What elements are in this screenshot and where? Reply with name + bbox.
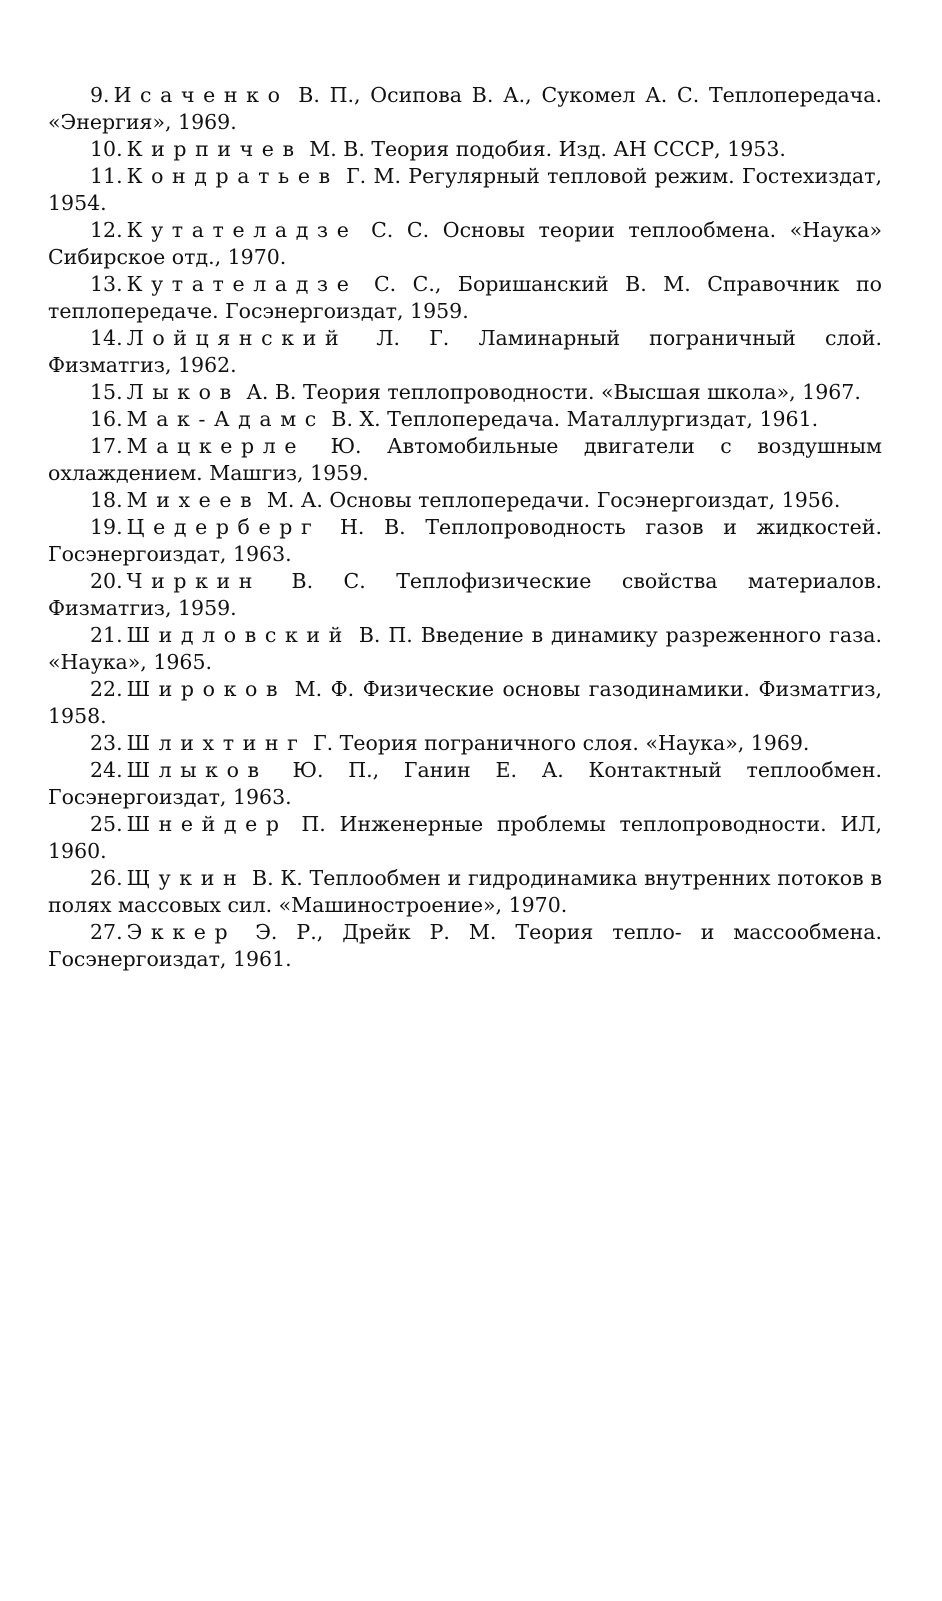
reference-author: Лойцянский <box>126 326 348 350</box>
reference-text: В. П. Введение в динамику разреженного газа. «Наука», 1965. <box>48 623 882 674</box>
reference-text: П. Инженерные проблемы теплопроводности. ИЛ, 1960. <box>48 812 882 863</box>
reference-author: Широков <box>126 677 287 701</box>
reference-number: 19. <box>90 515 123 539</box>
reference-author: Исаченко <box>113 83 289 107</box>
reference-text: В. П., Осипова В. А., Сукомел А. С. Теплопередача. «Энергия», 1969. <box>48 83 882 134</box>
reference-entry <box>48 406 882 433</box>
reference-number: 13. <box>90 272 123 296</box>
reference-entry <box>48 568 882 622</box>
reference-entry <box>48 487 882 514</box>
reference-author: Кутателадзе <box>126 218 358 242</box>
reference-author: Кирпичев <box>126 137 303 161</box>
reference-text: С. С., Боришанский В. М. Справочник по теплопередаче. Госэнергоиздат, 1959. <box>48 272 882 323</box>
reference-entry <box>48 514 882 568</box>
reference-number: 25. <box>90 812 123 836</box>
reference-entry <box>48 730 882 757</box>
reference-text: В. С. Теплофизические свойства материалов. Физматгиз, 1959. <box>48 569 882 620</box>
reference-text: С. С. Основы теории теплообмена. «Наука» Сибирское отд., 1970. <box>48 218 882 269</box>
reference-entry <box>48 271 882 325</box>
reference-text: Г. Теория пограничного слоя. «Наука», 1969. <box>313 731 810 755</box>
reference-text: Э. Р., Дрейк Р. М. Теория тепло- и массообмена. Госэнергоиздат, 1961. <box>48 920 882 971</box>
reference-entry <box>48 757 882 811</box>
reference-text: Ю. П., Ганин Е. А. Контактный теплообмен. Госэнергоиздат, 1963. <box>48 758 882 809</box>
reference-entry <box>48 811 882 865</box>
reference-number: 27. <box>90 920 123 944</box>
reference-text: Ю. Автомобильные двигатели с воздушным охлаждением. Машгиз, 1959. <box>48 434 882 485</box>
reference-text: М. Ф. Физические основы газодинамики. Физматгиз, 1958. <box>48 677 882 728</box>
reference-author: Шлихтинг <box>126 731 307 755</box>
reference-number: 16. <box>90 407 123 431</box>
reference-list <box>48 82 882 973</box>
reference-number: 12. <box>90 218 123 242</box>
reference-entry <box>48 136 882 163</box>
reference-number: 14. <box>90 326 123 350</box>
reference-entry <box>48 919 882 973</box>
reference-number: 9. <box>90 83 110 107</box>
reference-author: Шлыков <box>126 758 268 782</box>
reference-number: 17. <box>90 434 123 458</box>
reference-author: Михеев <box>126 488 261 512</box>
reference-text: Л. Г. Ламинарный пограничный слой. Физматгиз, 1962. <box>48 326 882 377</box>
reference-number: 18. <box>90 488 123 512</box>
reference-text: М. А. Основы теплопередачи. Госэнергоиздат, 1956. <box>266 488 841 512</box>
reference-entry <box>48 163 882 217</box>
reference-entry <box>48 379 882 406</box>
reference-entry <box>48 676 882 730</box>
reference-number: 21. <box>90 623 123 647</box>
reference-text: М. В. Теория подобия. Изд. АН СССР, 1953. <box>309 137 786 161</box>
reference-text: А. В. Теория теплопроводности. «Высшая школа», 1967. <box>246 380 861 404</box>
reference-number: 23. <box>90 731 123 755</box>
reference-author: Шидловский <box>126 623 351 647</box>
reference-author: Шнейдер <box>126 812 288 836</box>
reference-text: Г. М. Регулярный тепловой режим. Гостехиздат, 1954. <box>48 164 882 215</box>
reference-author: Кутателадзе <box>126 272 358 296</box>
reference-author: Мак-Адамс <box>126 407 325 431</box>
reference-number: 10. <box>90 137 123 161</box>
reference-author: Щукин <box>126 866 246 890</box>
reference-author: Цедерберг <box>126 515 321 539</box>
reference-entry <box>48 433 882 487</box>
reference-entry <box>48 82 882 136</box>
reference-text: В. К. Теплообмен и гидродинамика внутренних потоков в полях массовых сил. «Машиностроение», 1970. <box>48 866 882 917</box>
reference-number: 20. <box>90 569 123 593</box>
reference-author: Мацкерле <box>126 434 306 458</box>
reference-number: 15. <box>90 380 123 404</box>
reference-number: 26. <box>90 866 123 890</box>
reference-entry <box>48 325 882 379</box>
reference-entry <box>48 622 882 676</box>
reference-author: Кондратьев <box>126 164 339 188</box>
reference-author: Лыков <box>126 380 240 404</box>
reference-entry <box>48 217 882 271</box>
reference-number: 24. <box>90 758 123 782</box>
reference-author: Чиркин <box>126 569 262 593</box>
reference-author: Эккер <box>126 920 237 944</box>
reference-entry <box>48 865 882 919</box>
reference-text: В. Х. Теплопередача. Маталлургиздат, 1961. <box>331 407 819 431</box>
reference-number: 11. <box>90 164 123 188</box>
reference-number: 22. <box>90 677 123 701</box>
reference-text: Н. В. Теплопроводность газов и жидкостей. Госэнергоиздат, 1963. <box>48 515 882 566</box>
